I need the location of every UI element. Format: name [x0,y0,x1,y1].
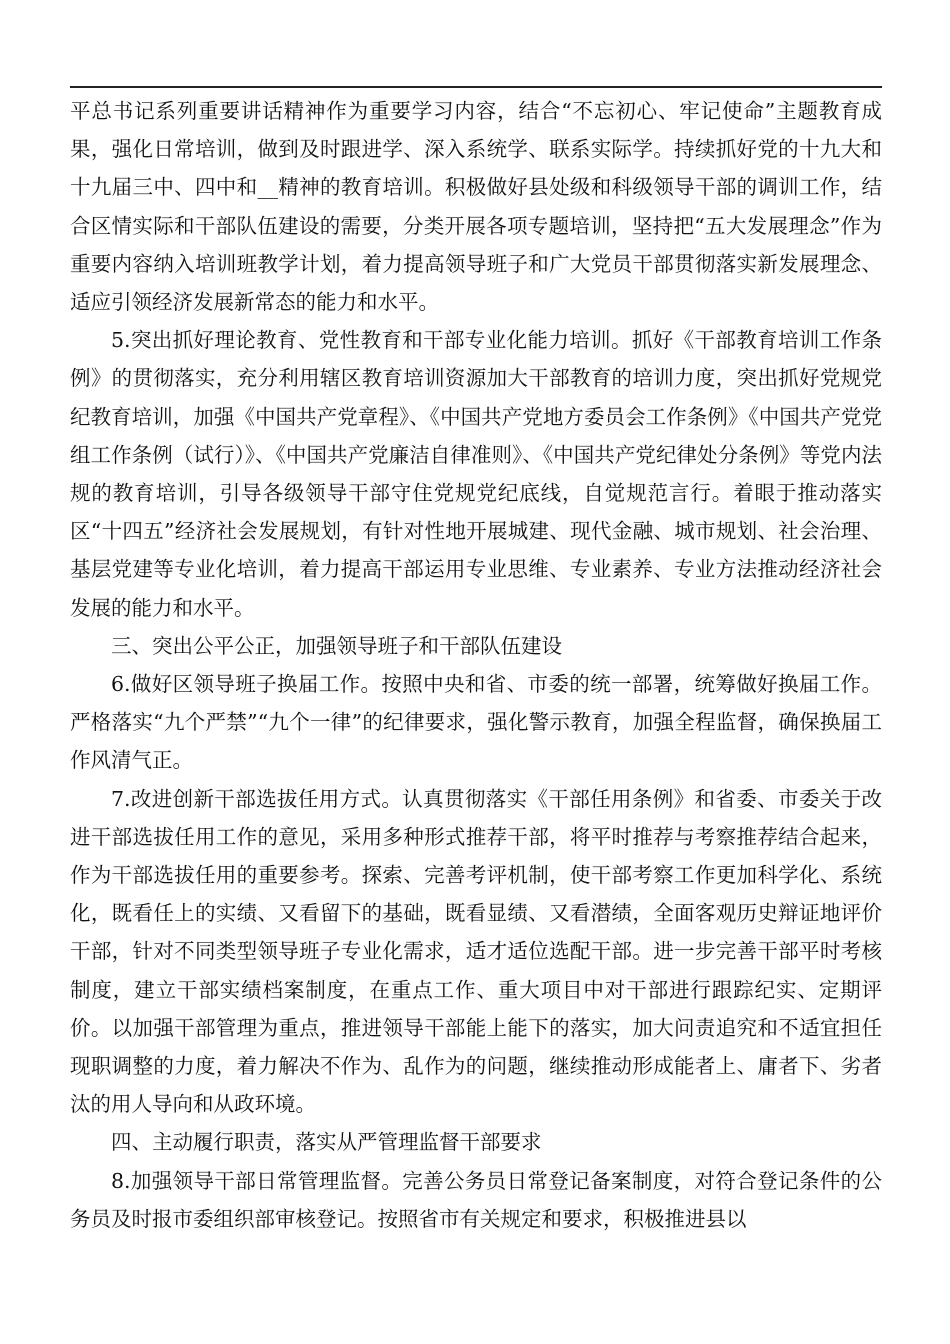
document-page [70,0,882,1344]
paragraph-item-5-training: 5.突出抓好理论教育、党性教育和干部专业化能力培训。抓好《干部教育培训工作条例》的贯彻落实，充分利用辖区教育培训资源加大干部教育的培训力度，突出抓好党规党纪教育培训，加强《中国共产党章程》、《中国共产党地方委员会工作条例》《中国共产党党组工作条例（试行）》、《中国共产党廉洁自律准则》、《中国共产党纪律处分条例》等党内法规的教育培训，引导各级领导干部守住党规党纪底线，自觉规范言行。着眼于推动落实区“十四五”经济社会发展规划，有针对性地开展城建、现代金融、城市规划、社会治理、基层党建等专业化培训，着力提高干部运用专业思维、专业素养、专业方法推动经济社会发展的能力和水平。 [70,328,882,620]
paragraph-item-6-election: 6.做好区领导班子换届工作。按照中央和省、市委的统一部署，统筹做好换届工作。严格落实“九个严禁”“九个一律”的纪律要求，强化警示教育，加强全程监督，确保换届工作风清气正。 [70,672,882,773]
header-divider-line [70,86,882,88]
section-heading-4: 四、主动履行职责，落实从严管理监督干部要求 [111,1130,542,1155]
paragraph-item-8-supervision: 8.加强领导干部日常管理监督。完善公务员日常登记备案制度，对符合登记条件的公务员及时报市委组织部审核登记。按照省市有关规定和要求，积极推进县以 [70,1168,882,1231]
paragraph-continuation: 平总书记系列重要讲话精神作为重要学习内容，结合“不忘初心、牢记使命”主题教育成果，强化日常培训，做到及时跟进学、深入系统学、联系实际学。持续抓好党的十九大和十九届三中、四中和__精神的教育培训。积极做好县处级和科级领导干部的调训工作，结合区情实际和干部队伍建设的需要，分类开展各项专题培训，坚持把“五大发展理念”作为重要内容纳入培训班教学计划，着力提高领导班子和广大党员干部贯彻落实新发展理念、适应引领经济发展新常态的能力和水平。 [70,99,882,315]
paragraph-item-7-selection: 7.改进创新干部选拔任用方式。认真贯彻落实《干部任用条例》和省委、市委关于改进干部选拔任用工作的意见，采用多种形式推荐干部，将平时推荐与考察推荐结合起来，作为干部选拔任用的重要参考。探索、完善考评机制，使干部考察工作更加科学化、系统化，既看任上的实绩、又看留下的基础，既看显绩、又看潜绩，全面客观历史辩证地评价干部，针对不同类型领导班子专业化需求，适才适位选配干部。进一步完善干部平时考核制度，建立干部实绩档案制度，在重点工作、重大项目中对干部进行跟踪纪实、定期评价。以加强干部管理为重点，推进领导干部能上能下的落实，加大问责追究和不适宜担任现职调整的力度，着力解决不作为、乱作为的问题，继续推动形成能者上、庸者下、劣者汰的用人导向和从政环境。 [70,786,882,1117]
document-body [70,92,882,1238]
section-heading-3: 三、突出公平公正，加强领导班子和干部队伍建设 [111,633,562,658]
